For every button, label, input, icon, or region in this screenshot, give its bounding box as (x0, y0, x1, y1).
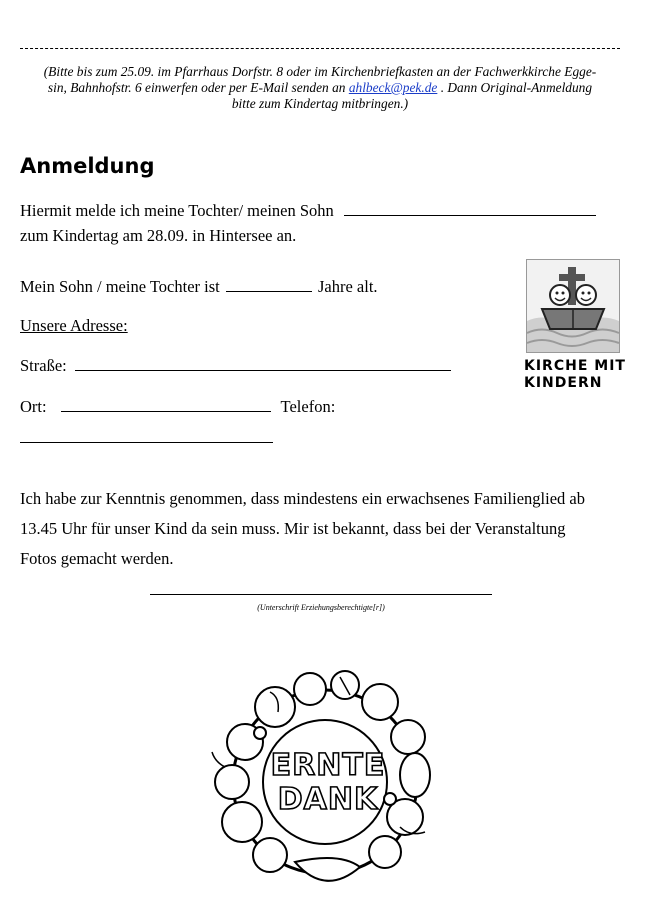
city-phone-line: Ort: Telefon: (20, 397, 336, 416)
city-field[interactable] (61, 397, 271, 412)
boat-cross-children-icon (526, 259, 620, 353)
registration-line-2: zum Kindertag am 28.09. in Hintersee an. (20, 226, 297, 245)
phone-field[interactable] (20, 442, 273, 443)
child-name-field[interactable] (344, 201, 596, 216)
registration-line-1: Hiermit melde ich meine Tochter/ meinen Sohn (20, 200, 596, 222)
signature-caption: (Unterschrift Erziehungsberechtigte[r]) (257, 603, 385, 612)
harvest-wreath (200, 667, 450, 897)
age-field[interactable] (226, 277, 312, 292)
street-field[interactable] (75, 356, 451, 371)
kirche-mit-kindern-logo (526, 259, 620, 353)
instruction-note (20, 64, 620, 112)
note-line-1: (Bitte bis zum 25.09. im Pfarrhaus Dorfstr. 8 oder im Kirchenbriefkasten an der Fachwerkkirche Egge- (43, 64, 597, 79)
cut-line (20, 48, 620, 49)
note-line-3: bitte zum Kindertag mitbringen.) (231, 96, 409, 111)
age-line: Mein Sohn / meine Tochter ist Jahre alt. (20, 277, 378, 296)
consent-paragraph: Ich habe zur Kenntnis genommen, dass mindestens ein erwachsenes Familienglied ab 13.45 Uhr für unser Kind da sein muss. Mir ist bekannt, dass bei der Veranstaltung Fotos gemacht werden. (20, 489, 585, 568)
email-link[interactable]: ahlbeck@pek.de (348, 80, 438, 95)
note-line-2: sin, Bahnhofstr. 6 einwerfen oder per E-Mail senden an ahlbeck@pek.de . Dann Original-Anmeldung (47, 80, 593, 95)
signature-field[interactable] (150, 594, 492, 595)
wreath-text: ERNTE DANK (270, 748, 386, 817)
address-label: Unsere Adresse: (20, 316, 128, 335)
logo-caption: KIRCHE MIT KINDERN (524, 358, 626, 391)
street-line: Straße: (20, 355, 451, 377)
page-title: Anmeldung (20, 154, 155, 178)
